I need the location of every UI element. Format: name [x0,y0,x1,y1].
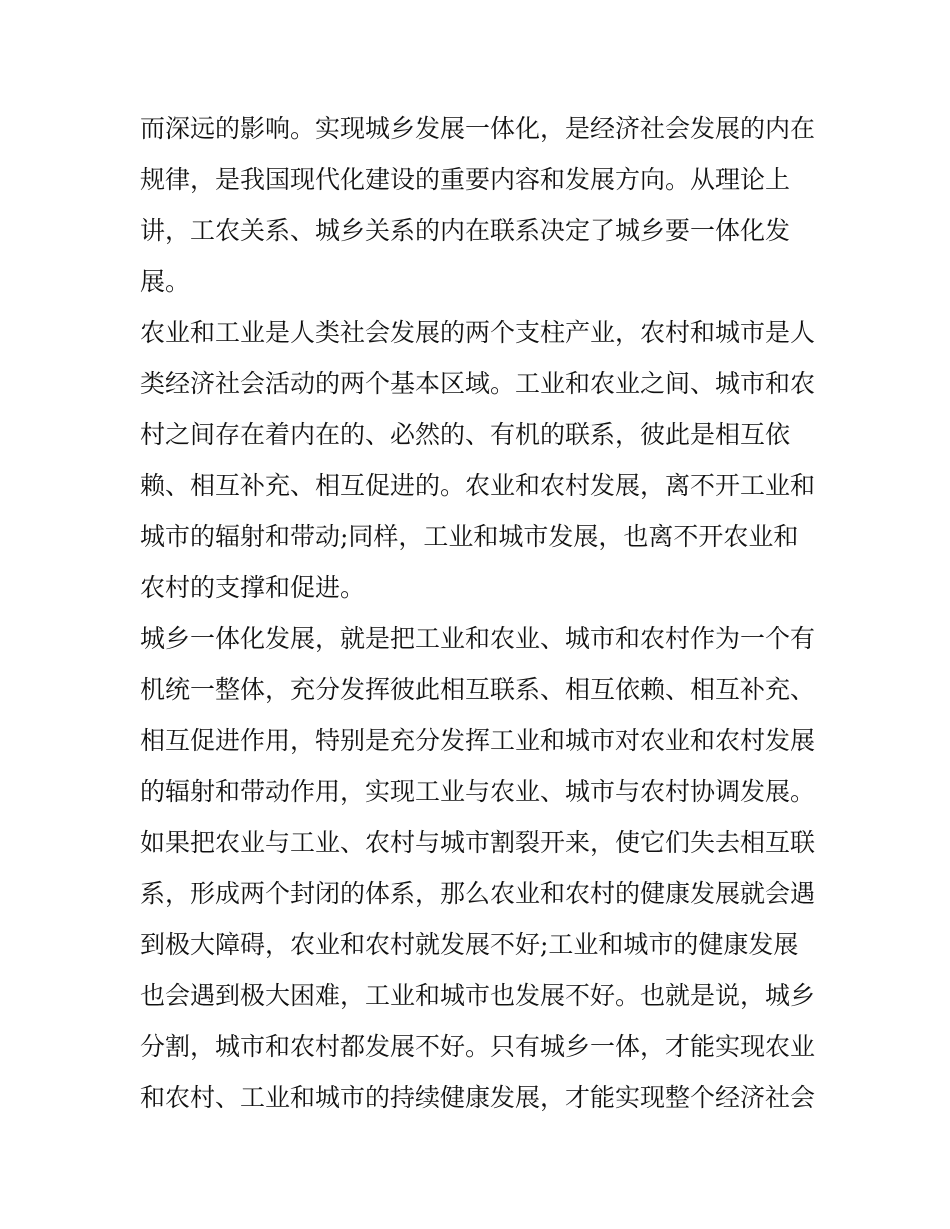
text-line: 农村的支撑和促进。 [140,573,366,602]
text-line: 的辐射和带动作用，实现工业与农业、城市与农村协调发展。 [140,777,816,806]
text-line: 如果把农业与工业、农村与城市割裂开来，使它们失去相互联 [140,828,816,857]
text-line: 城市的辐射和带动;同样，工业和城市发展，也离不开农业和 [140,522,799,551]
text-line: 赖、相互补充、相互促进的。农业和农村发展，离不开工业和 [140,471,816,500]
text-line: 机统一整体，充分发挥彼此相互联系、相互依赖、相互补充、 [140,675,816,704]
text-line: 村之间存在着内在的、必然的、有机的联系，彼此是相互依 [140,420,791,449]
text-line: 相互促进作用，特别是充分发挥工业和城市对农业和农村发展 [140,726,816,755]
text-line: 规律，是我国现代化建设的重要内容和发展方向。从理论上 [140,165,791,194]
text-line: 分割，城市和农村都发展不好。只有城乡一体，才能实现农业 [140,1032,816,1061]
text-line: 讲，工农关系、城乡关系的内在联系决定了城乡要一体化发 [140,216,791,245]
text-line: 和农村、工业和城市的持续健康发展，才能实现整个经济社会 [140,1083,816,1112]
text-line: 农业和工业是人类社会发展的两个支柱产业，农村和城市是人 [140,318,816,347]
text-line: 系，形成两个封闭的体系，那么农业和农村的健康发展就会遇 [140,879,816,908]
text-line: 城乡一体化发展，就是把工业和农业、城市和农村作为一个有 [140,624,816,653]
body-text [140,103,820,1123]
text-line: 类经济社会活动的两个基本区域。工业和农业之间、城市和农 [140,369,816,398]
text-line: 而深远的影响。实现城乡发展一体化，是经济社会发展的内在 [140,114,816,143]
text-line: 到极大障碍，农业和农村就发展不好;工业和城市的健康发展 [140,930,799,959]
text-line: 展。 [140,267,191,296]
text-line: 也会遇到极大困难，工业和城市也发展不好。也就是说，城乡 [140,981,816,1010]
